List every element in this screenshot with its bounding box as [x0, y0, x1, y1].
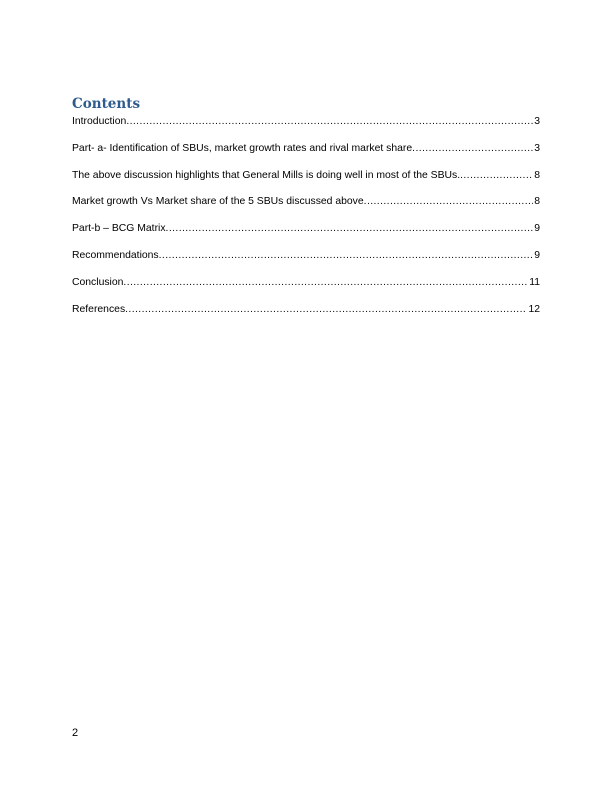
toc-heading: Contents — [72, 96, 141, 112]
toc-dot-leader — [125, 302, 527, 318]
toc-entry-title: The above discussion highlights that General Mills is doing well in most of the SBUs. — [72, 169, 461, 181]
toc-entry-page-number: 3 — [534, 116, 540, 127]
toc-entry-discussion-summary[interactable] — [72, 168, 540, 184]
toc-entry-title: References — [72, 303, 126, 315]
toc-entry-page-number: 12 — [528, 303, 540, 315]
toc-entry-title: Part- a- Identification of SBUs, market growth rates and rival market share — [72, 142, 413, 154]
toc-dot-leader — [412, 141, 533, 157]
toc-entry-page-number: 9 — [534, 249, 540, 261]
page-number: 2 — [72, 727, 79, 739]
toc-entry-market-growth-vs-share[interactable] — [72, 194, 540, 210]
toc-entry-page-number: 3 — [534, 142, 540, 154]
toc-entry-title: Introduction — [72, 116, 127, 127]
toc-entry-part-b-bcg[interactable] — [72, 221, 540, 237]
toc-entry-title: Conclusion — [72, 276, 124, 288]
toc-entry-page-number: 8 — [534, 169, 540, 181]
toc-dot-leader — [166, 221, 534, 237]
toc-dot-leader — [460, 168, 533, 184]
toc-dot-leader — [159, 248, 534, 264]
toc-entry-title: Recommendations — [72, 249, 159, 261]
toc-entry-references[interactable] — [72, 302, 540, 318]
toc-entry-conclusion[interactable] — [72, 275, 540, 291]
toc-dot-leader — [123, 275, 528, 291]
toc-entry-title: Market growth Vs Market share of the 5 SBUs discussed above — [72, 196, 364, 208]
toc-entry-recommendations[interactable] — [72, 248, 540, 264]
toc-entry-introduction[interactable] — [72, 114, 540, 130]
toc-dot-leader — [364, 194, 534, 210]
toc-entry-page-number: 8 — [534, 196, 540, 208]
toc-entry-page-number: 11 — [529, 276, 540, 288]
toc-entry-page-number: 9 — [534, 223, 540, 235]
table-of-contents — [72, 114, 540, 328]
toc-dot-leader — [126, 114, 533, 130]
toc-entry-title: Part-b – BCG Matrix — [72, 223, 166, 235]
toc-entry-part-a[interactable] — [72, 141, 540, 157]
